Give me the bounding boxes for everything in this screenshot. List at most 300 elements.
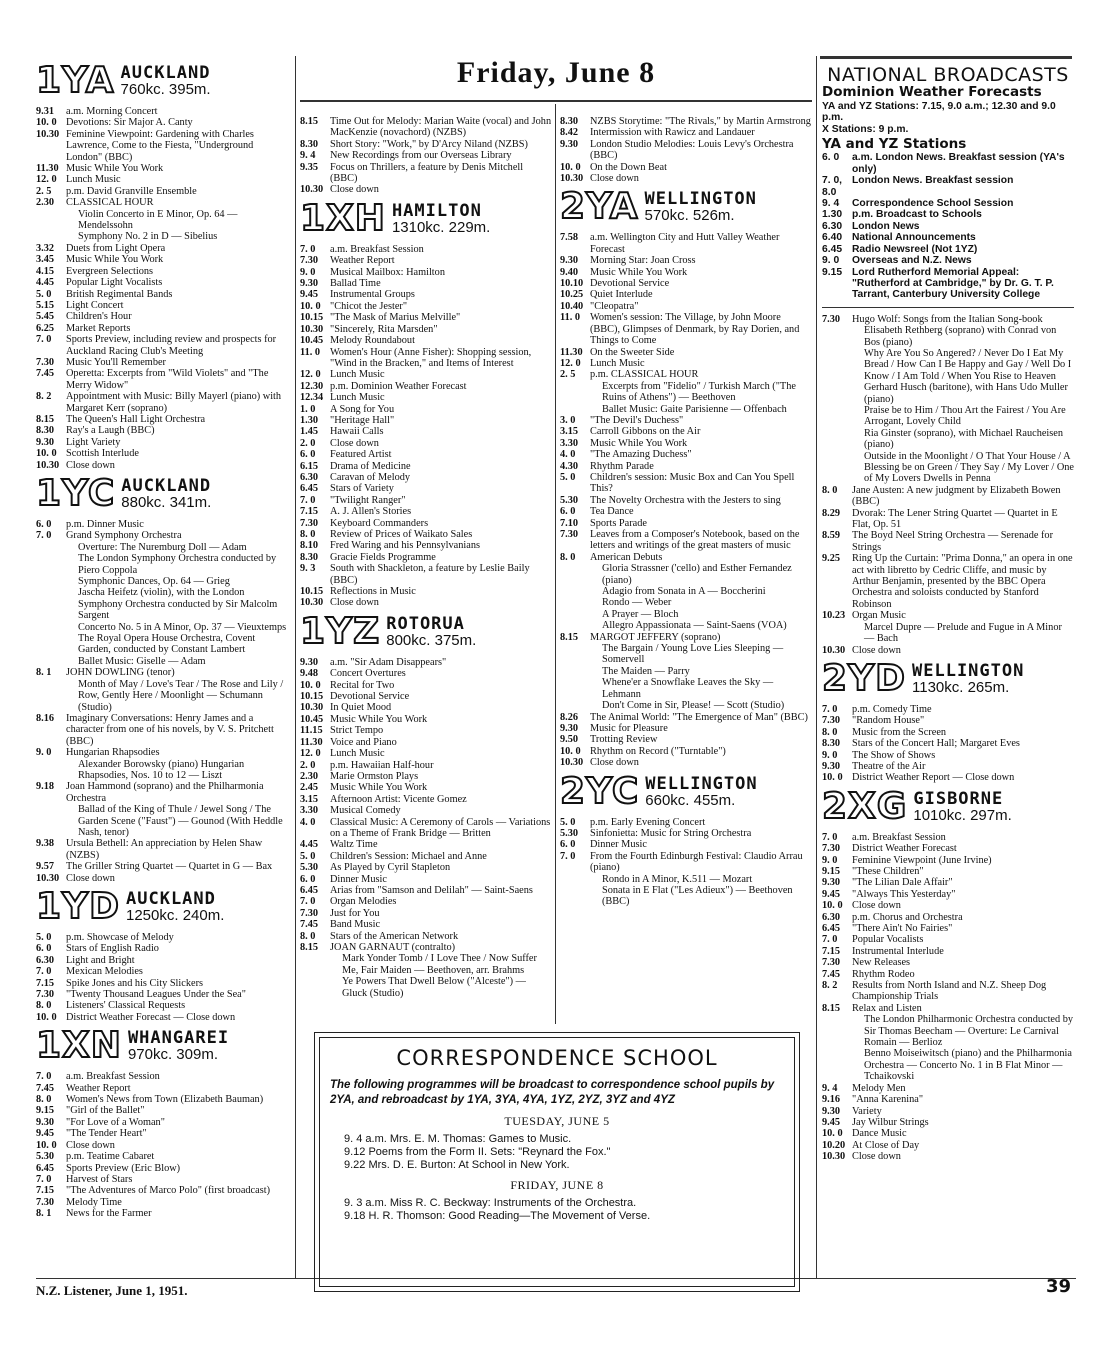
programme-item [822,877,1074,888]
programme-item [822,969,1074,980]
programme-item [36,254,290,265]
programme-item [300,586,552,597]
programme-time: 9.30 [560,138,579,150]
programme-time: 1.45 [300,426,319,438]
programme-title: Children's Hour [66,311,132,323]
programme-title: Why Are You So Angered? / Never Do I Eat My Bread / How Can I Be Happy and Gay / Well Do I Know / I Am Told / When You Rise to Heaven [864,347,1072,382]
programme-time: 11.30 [560,346,583,358]
programme-item [36,656,290,667]
programme-item [36,553,290,576]
programme-item [300,680,552,691]
programme-title: Just for You [330,907,380,919]
programme-title: Jay Wilbur Strings [852,1116,929,1128]
programme-time: 12. 0 [300,748,321,760]
programme-item [300,438,552,449]
station-1yd [36,886,290,1023]
programme-time: 7. 0 [300,243,316,255]
programme-time: 7.10 [560,517,579,529]
programme-time: 9.31 [36,106,55,117]
national-broadcasts-heading: NATIONAL BROADCASTS [827,64,1069,86]
programme-time: 3.32 [36,242,55,254]
programme-time: 10. 0 [560,745,581,757]
programme-title: Caravan of Melody [330,471,411,483]
programme-title: On the Sweeter Side [590,346,675,358]
programme-time: 7. 0 [560,850,576,862]
programme-item [560,700,812,711]
programme-title: Stars of English Radio [66,943,159,955]
programme-item [300,839,552,850]
programme-item [822,1003,1074,1014]
programme-item [822,348,1074,382]
programme-title: Market Reports [66,322,131,334]
programme-title: p.m. Early Evening Concert [590,816,706,828]
programme-time: 9.30 [300,278,319,290]
programme-title: Marcel Dupre — Prelude and Fugue in A Minor — Bach [864,621,1062,645]
correspondence-item: 9.18 H. R. Thomson: Good Reading—The Movement of Verse. [344,1210,651,1222]
programme-item [560,312,812,346]
programme-item [822,428,1074,451]
programme-item [300,461,552,472]
programme-time: 12. 0 [36,174,57,186]
programme-item [560,255,812,266]
programme-time [300,953,330,976]
programme-title: Rhythm Rodeo [852,968,915,980]
programme-time: 9.25 [822,553,841,565]
programme-time: 7. 0 [822,934,838,946]
programme-title: Close down [330,597,379,609]
programme-item [300,874,552,885]
programme-item [36,587,290,621]
programme-item [300,301,552,312]
programme-item [300,116,552,139]
programme-item [300,278,552,289]
programme-time: 6. 0 [560,506,576,518]
programme-title: Correspondence School Session [852,198,1014,210]
programme-title: Praise be to Him / Thou Art the Fairest / You Are Arrogant, Lovely Child [864,404,1066,428]
programme-item [300,931,552,942]
programme-item [560,620,812,631]
programme-item [36,781,290,804]
programme-title: "Cleopatra" [590,300,639,312]
programme-item [560,472,812,495]
programme-time [36,587,66,621]
programme-item [36,1185,290,1196]
programme-time: 7.15 [822,945,841,957]
programme-title: NZBS Storytime: "The Rivals," by Martin Armstrong [590,116,811,127]
programme-title: "These Children" [852,865,924,877]
programme-item [560,267,812,278]
programme-time: 12.34 [300,392,324,404]
programme-title: Lunch Music [66,174,121,186]
programme-title: Music While You Work [590,266,688,278]
programme-item [560,885,812,908]
programme-title: The Queen's Hall Light Orchestra [66,413,206,425]
programme-item [300,472,552,483]
programme-title: Musical Mailbox: Hamilton [330,266,445,278]
programme-item [36,243,290,254]
programme-time: 8. 0 [822,484,838,496]
programme-time: 4.45 [300,839,319,851]
programme-item [300,702,552,713]
programme-title: The Griller String Quartet — Quartet in G — Bax [66,861,273,873]
programme-time: 8.30 [822,738,841,750]
programme-title: Mark Yonder Tomb / I Love Thee / Now Suffer Me, Fair Maiden — Beethoven, arr. Brahms [342,953,537,976]
programme-time: 7. 0 [300,494,316,506]
programme-time: 3.45 [36,254,55,266]
programme-title: Ballet Music: Giselle — Adam [78,655,206,667]
programme-title: Gloria Strassner ('cello) and Esther Fernandez (piano) [602,563,792,586]
programme-time: 8.15 [822,1002,841,1014]
programme-item [822,761,1074,772]
programme-time: 10.30 [300,323,324,335]
programme-title: Music for Pleasure [590,722,668,734]
programme-time: 6. 0 [300,873,316,885]
programme-title: Imaginary Conversations: Henry James and a character from one of his novels, by V. S. Pritchett (BBC) [66,712,274,747]
programme-item [36,277,290,288]
programme-time: 8. 0 [300,529,316,540]
programme-item [36,622,290,633]
programme-title: Trotting Review [590,734,658,746]
programme-item [36,576,290,587]
programme-time: 9. 0 [36,747,52,759]
programme-time: 7. 0 [36,1173,52,1185]
programme-time: 6. 0 [36,943,52,955]
programme-time: 8. 2 [822,980,838,992]
programme-item [36,932,290,943]
programme-title: a.m. Wellington City and Hutt Valley Weather Forecast [590,232,780,255]
programme-item [560,851,812,874]
programme-item [300,404,552,415]
programme-item [822,198,1074,209]
programme-item [560,358,812,369]
station-logo: 2XG [822,785,908,827]
programme-item [300,139,552,150]
programme-title: As Played by Cyril Stapleton [330,862,451,874]
programme-title: Outside in the Moonlight / O That Your House / A Blessing be on Green / They Say / My Lover / One of My Lovers Dwells in Penna [864,450,1075,485]
programme-time: 7. 0 [36,530,52,542]
programme-title: p.m. Showcase of Melody [66,932,174,943]
programme-title: a.m. Breakfast Session [330,243,424,255]
programme-title: "The Devil's Duchess" [590,414,684,426]
programme-title: Popular Light Vocalists [66,277,163,289]
programme-time: 5. 0 [36,288,52,300]
programme-time [560,677,590,700]
programme-time: 9. 4 [822,198,840,210]
programme-time: 9.30 [36,1116,55,1128]
programme-item [36,804,290,838]
programme-time: 7.45 [822,968,841,980]
station-frequency: 1310kc. 229m. [391,218,491,236]
programme-time: 6.45 [36,1162,55,1174]
programme-title: In Quiet Mood [330,702,392,714]
station-frequency: 660kc. 455m. [645,791,736,809]
programme-title: The Maiden — Parry [602,665,690,677]
programme-time: 12.30 [300,380,324,392]
programme-time: 9. 4 [822,1082,838,1094]
programme-title: Lunch Music [330,392,385,404]
programme-time: 6. 0 [300,449,316,461]
programme-item [822,980,1074,1003]
programme-time: 9.30 [822,760,841,772]
programme-item [300,415,552,426]
programme-time: 5.30 [300,862,319,874]
programme-item [560,712,812,723]
programme-title: Ballet Music: Gaite Parisienne — Offenbach [602,403,787,415]
programme-time: 10. 0 [822,1128,843,1140]
page-date-heading: Friday, June 8 [456,56,656,89]
programme-title: Jane Austen: A new judgment by Elizabeth Bowen (BBC) [852,484,1061,508]
programme-title: Music While You Work [330,713,428,725]
programme-title: Feminine Viewpoint: Gardening with Charles Lawrence, Come to the Fiesta, "Underground London" (BBC) [66,128,254,163]
programme-title: a.m. Breakfast Session [66,1071,160,1083]
programme-item [822,704,1074,715]
programme-time [560,381,590,404]
programme-title: The Royal Opera House Orchestra, Covent Garden, conducted by Constant Lambert [78,633,256,656]
station-frequency: 1250kc. 240m. [126,907,225,924]
programme-time: 10.30 [560,173,584,185]
programme-title: South with Shackleton, a feature by Leslie Baily (BBC) [330,563,530,586]
programme-title: Close down [852,1151,901,1163]
programme-title: Music You'll Remember [66,356,166,368]
programme-title: Music While You Work [330,782,428,794]
programme-title: "Chicot the Jester" [330,300,408,312]
programme-time: 2.45 [300,782,319,794]
programme-title: Carroll Gibbons on the Air [590,426,701,438]
programme-item [36,117,290,128]
programme-title: Sports Preview (Eric Blow) [66,1162,181,1174]
programme-title: The London Philharmonic Orchestra conducted by Sir Thomas Beecham — Overture: Le Carnival Romain — Berlioz [864,1014,1074,1049]
programme-title: District Weather Forecast — Close down [66,1011,236,1023]
programme-item [36,334,290,357]
programme-item [300,805,552,816]
programme-item [36,530,290,541]
programme-title: Ursula Bethell: An appreciation by Helen Shaw (NZBS) [66,838,263,861]
programme-title: Stars of the American Network [330,930,459,942]
programme-item [36,1174,290,1185]
programme-item [36,300,290,311]
programme-time: 7.30 [822,843,841,855]
programme-title: Overture: The Nuremburg Doll — Adam [78,541,247,553]
programme-title: Light Variety [66,436,121,448]
programme-title: "The Lilian Dale Affair" [852,877,953,889]
programme-title: "Twilight Ranger" [330,494,406,506]
station-logo: 1XH [300,197,386,239]
programme-time: 11.30 [36,163,59,175]
programme-item [36,460,290,471]
programme-title: Radio Newsreel (Not 1YZ) [852,243,978,255]
programme-item [822,221,1074,232]
programme-title: Music While You Work [66,163,164,175]
title-underline [300,100,812,102]
programme-title: From the Fourth Edinburgh Festival: Claudio Arrau (piano) [590,850,803,874]
programme-title: Organ Music [852,610,906,622]
programme-time: 8.15 [36,413,55,425]
programme-item [822,553,1074,610]
programme-item [300,691,552,702]
programme-title: Mexican Melodies [66,966,143,978]
programme-list [560,232,812,768]
correspondence-item: 9.12 Poems from the Form II. Sets: "Reynard the Fox." [344,1146,611,1158]
programme-list [822,152,1074,300]
programme-item [560,677,812,700]
programme-title: Don't Come in Sir, Please! — Scott (Studio) [602,700,785,712]
programme-title: London Studio Melodies: Louis Levy's Orchestra (BBC) [590,138,794,162]
programme-title: At Close of Day [852,1139,920,1151]
programme-title: Rondo in A Minor, K.511 — Mozart [602,873,753,885]
programme-item [822,175,1074,198]
programme-title: Close down [66,872,115,884]
programme-title: Light Concert [66,299,124,311]
programme-list [36,519,290,884]
programme-item [36,966,290,977]
station-name: WHANGAREI [127,1028,230,1049]
footer-publication: N.Z. Listener, June 1, 1951. [36,1283,188,1298]
programme-list [300,244,552,609]
programme-item [300,851,552,862]
programme-item [822,610,1074,621]
programme-title: Sports Preview, including review and prospects for Auckland Racing Club's Meeting [66,334,277,357]
programme-time: 9. 0 [300,266,316,278]
station-1yc [36,473,290,884]
programme-item [300,369,552,380]
programme-title: a.m. Breakfast Session [852,831,946,843]
programme-item [560,506,812,517]
programme-item [300,529,552,540]
weather-heading: Dominion Weather Forecasts [822,84,1042,101]
programme-item [300,518,552,529]
programme-title: "Girl of the Ballet" [66,1105,145,1117]
programme-item [822,912,1074,923]
programme-title: Dinner Music [330,873,387,885]
programme-item [822,855,1074,866]
programme-title: Intermission with Rawicz and Landauer [590,127,755,139]
programme-item [822,382,1074,405]
programme-time: 9. 4 [300,150,316,162]
programme-time: 7.58 [560,232,579,244]
programme-item [560,381,812,404]
programme-item [300,426,552,437]
programme-time: 6. 0 [560,839,576,851]
programme-list [36,932,290,1023]
programme-time: 11. 0 [300,346,321,358]
programme-item [300,495,552,506]
programme-item [560,461,812,472]
programme-item [822,451,1074,485]
programme-item [36,713,290,747]
programme-time: 10.45 [300,713,324,725]
programme-time [822,325,852,348]
station-logo: 1YD [36,886,120,927]
programme-item [560,666,812,677]
programme-title: p.m. CLASSICAL HOUR [590,369,699,381]
programme-item [36,989,290,1000]
programme-title: "Sincerely, Rita Marsden" [330,323,438,335]
programme-title: "The Tender Heart" [66,1128,147,1140]
programme-item [300,725,552,736]
programme-item [36,1083,290,1094]
programme-title: JOHN DOWLING (tenor) [66,667,175,679]
programme-time: 5.45 [36,311,55,323]
programme-time: 6.30 [300,471,319,483]
programme-title: Women's session: The Village, by John Moore (BBC), Glimpses of Denmark, by Ray Dorien, and Things to Come [590,312,800,347]
programme-item [822,1128,1074,1139]
programme-time: 8.30 [560,116,579,127]
programme-item [560,495,812,506]
programme-time [560,609,590,620]
programme-item [560,609,812,620]
programme-item [560,438,812,449]
programme-item [300,312,552,323]
programme-time: 9.45 [36,1128,55,1140]
programme-title: Children's session: Music Box and Can You Spell This? [590,471,795,495]
programme-title: Quiet Interlude [590,289,653,301]
programme-title: Time Out for Melody: Marian Waite (vocal) and John MacKenzie (novachord) (NZBS) [330,116,552,139]
programme-item [300,184,552,195]
programme-item [36,1208,290,1219]
programme-time [36,633,66,656]
programme-title: Ray's a Laugh (BBC) [66,425,155,437]
programme-title: Morning Star: Joan Cross [590,255,696,267]
programme-time: 10.25 [560,289,584,301]
programme-title: Dinner Music [590,839,647,851]
programme-title: JOAN GARNAUT (contralto) [330,942,456,953]
programme-time [560,586,590,597]
programme-title: p.m. Teatime Cabaret [66,1151,155,1163]
programme-time [300,976,330,999]
programme-title: p.m. Chorus and Orchestra [852,911,963,923]
programme-time: 6.40 [822,232,843,244]
programme-item [36,266,290,277]
programme-item [560,116,812,127]
programme-time: 7. 0 [36,966,52,978]
programme-title: Women's News from Town (Elizabeth Bauman) [66,1094,264,1106]
programme-title: Review of Prices of Waikato Sales [330,529,473,540]
programme-time: 5.30 [560,494,579,506]
programme-title: Gracie Fields Programme [330,551,436,563]
programme-item [36,519,290,530]
programme-item [36,129,290,163]
programme-item [822,530,1074,553]
programme-time: 8. 0 [822,726,838,738]
programme-title: Band Music [330,919,381,931]
programme-time [36,622,66,633]
programme-title: Rondo — Weber [602,597,672,609]
programme-item [822,152,1074,175]
programme-time: 9.45 [822,888,841,900]
programme-title: Popular Vocalists [852,934,924,946]
programme-time [36,209,66,232]
programme-time: 8. 0 [36,1000,52,1012]
programme-time: 6.25 [36,322,55,334]
programme-time: 3. 0 [560,414,576,426]
programme-item [36,747,290,758]
programme-time: 10.40 [560,300,584,312]
programme-title: Elisabeth Rethberg (soprano) with Conrad von Bos (piano) [864,325,1057,348]
programme-title: Melody Roundabout [330,335,415,347]
programme-title: Close down [852,900,901,912]
programme-time: 10.30 [300,702,324,714]
programme-title: Close down [590,173,639,185]
programme-item [300,908,552,919]
programme-title: "Random House" [852,715,925,727]
programme-time [560,874,590,885]
programme-time: 1.30 [822,209,843,221]
correspondence-day: FRIDAY, JUNE 8 [510,1178,604,1192]
programme-title: Ballad of the King of Thule / Jewel Song / The Garden Scene ("Faust") — Gounod (With Heddle Nash, tenor) [78,804,283,838]
programme-time: 7.45 [36,368,55,380]
programme-time: 7.15 [36,977,55,989]
programme-title: Hugo Wolf: Songs from the Italian Song-book [852,313,1043,325]
